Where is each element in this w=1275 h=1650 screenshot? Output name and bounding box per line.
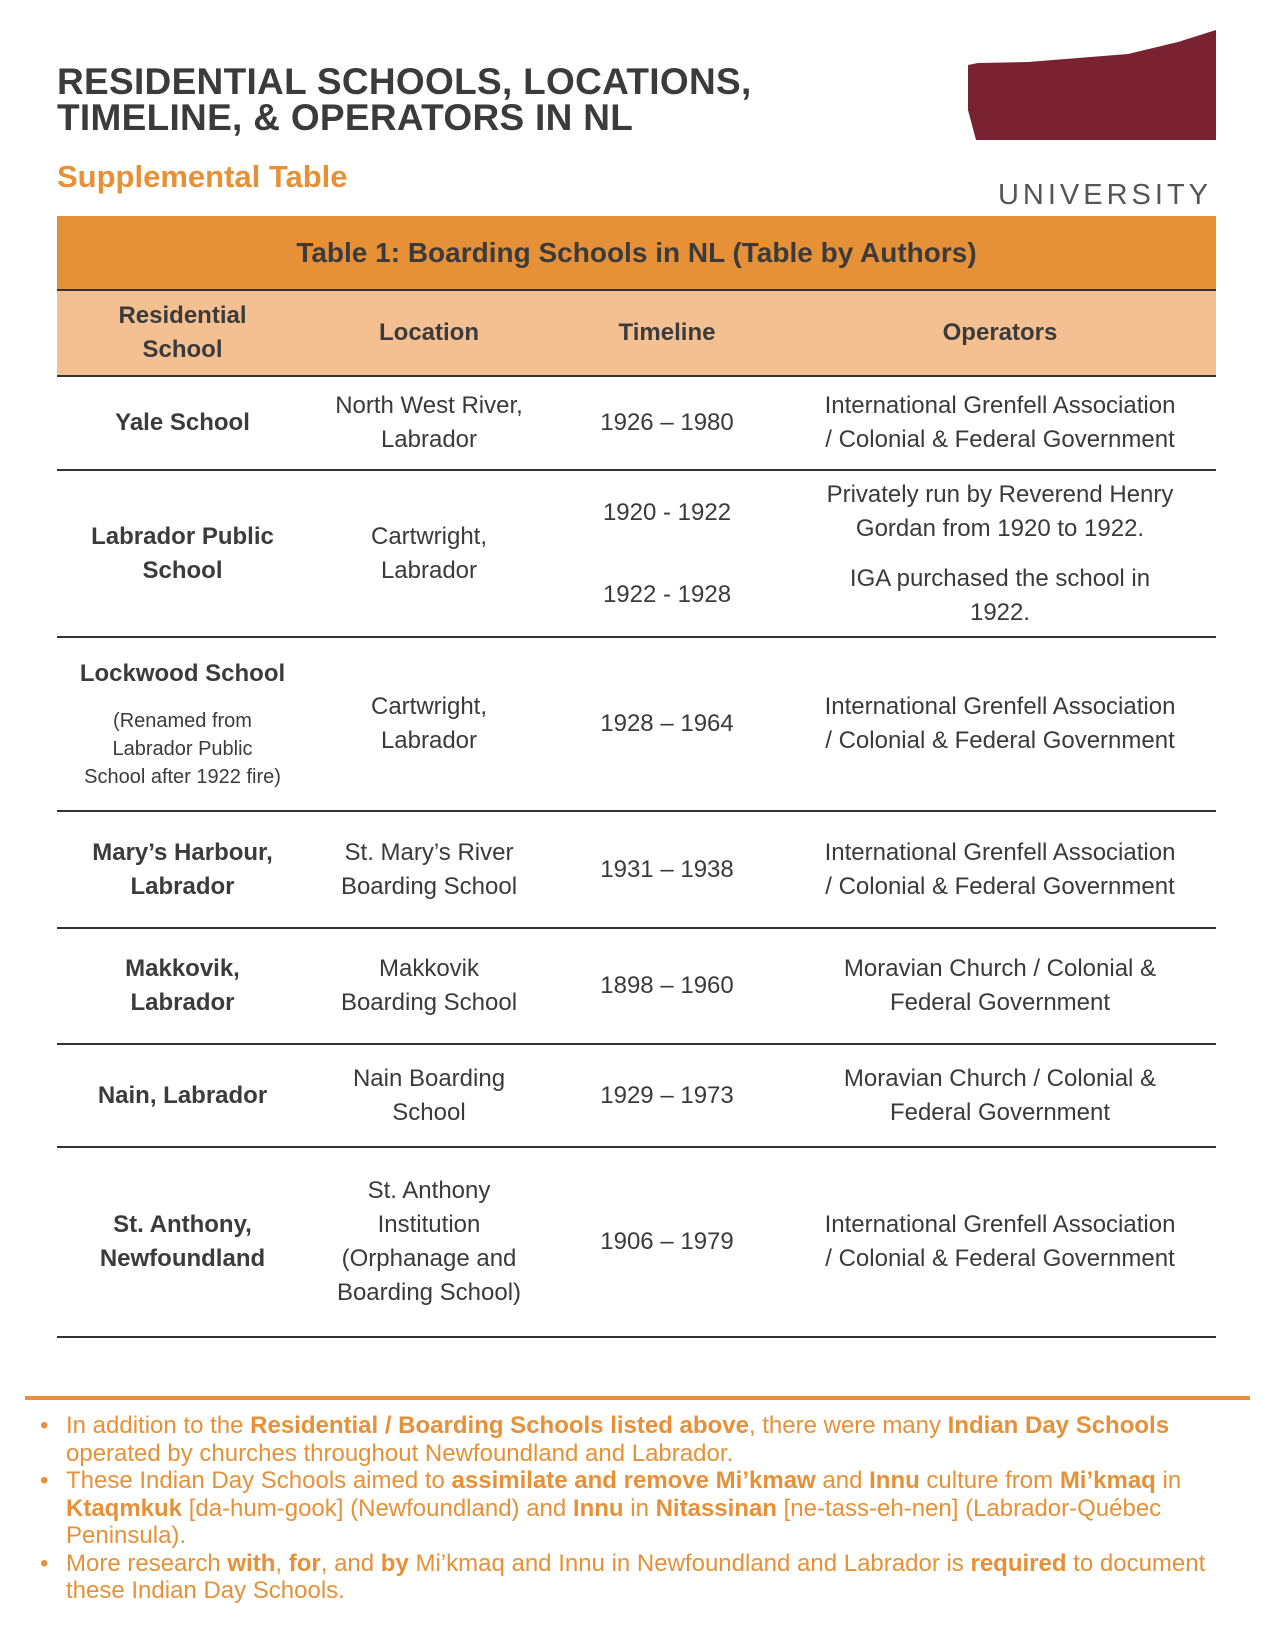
timeline-first: 1920 - 1922 bbox=[602, 498, 732, 526]
timeline-cell: 1906 – 1979 bbox=[600, 1228, 734, 1255]
note-item: • In addition to the Residential / Boarding Schools listed above, there were many Indian Day Schools operated by churches throughout Newfoundland and Labrador. bbox=[40, 1412, 1250, 1467]
school-cell: Yale School bbox=[115, 409, 250, 436]
table-row bbox=[57, 377, 1216, 471]
logo-word-memorial: MEMORIAL bbox=[1008, 145, 1212, 178]
location-cell: St. Anthony Institution (Orphanage and Boarding School) bbox=[336, 1177, 522, 1306]
timeline-cell: 1926 – 1980 bbox=[600, 409, 734, 436]
title-line-2: TIMELINE, & OPERATORS IN NL bbox=[57, 97, 634, 138]
location-cell: North West River, Labrador bbox=[335, 392, 523, 453]
header-operators: Operators bbox=[942, 319, 1058, 346]
operators-cell: International Grenfell Association / Colonial & Federal Government bbox=[824, 1211, 1176, 1272]
table-row bbox=[57, 1045, 1216, 1148]
table-header-row bbox=[57, 291, 1216, 377]
school-cell: Makkovik, Labrador bbox=[125, 955, 240, 1016]
notes-list bbox=[40, 1412, 1250, 1605]
page-title bbox=[57, 61, 877, 138]
operators-cell: International Grenfell Association / Colonial & Federal Government bbox=[824, 838, 1176, 900]
location-cell: St. Mary’s River Boarding School bbox=[340, 838, 518, 900]
school-note: (Renamed from Labrador Public School after 1922 fire) bbox=[84, 710, 281, 788]
school-cell: Mary’s Harbour, Labrador bbox=[92, 838, 273, 900]
timeline-second: 1922 - 1928 bbox=[602, 580, 732, 608]
header-residential-school: Residential School bbox=[118, 302, 247, 363]
timeline-cell: 1928 – 1964 bbox=[600, 710, 734, 737]
timeline-cell: 1929 – 1973 bbox=[600, 1081, 734, 1109]
school-cell: Lockwood School (Renamed from Labrador Public School after 1922 fire) bbox=[57, 638, 308, 810]
timeline-cell bbox=[550, 471, 784, 636]
timeline-cell: 1898 – 1960 bbox=[600, 972, 734, 999]
header-location: Location bbox=[379, 319, 479, 346]
school-cell: Nain, Labrador bbox=[97, 1081, 268, 1109]
header-timeline: Timeline bbox=[618, 319, 716, 346]
school-cell: St. Anthony, Newfoundland bbox=[99, 1211, 266, 1272]
school-cell: Labrador Public School bbox=[91, 522, 274, 584]
operators-cell: Moravian Church / Colonial & Federal Government bbox=[843, 955, 1157, 1016]
location-cell: Nain Boarding School bbox=[352, 1064, 506, 1126]
logo-shape-icon bbox=[968, 30, 1216, 150]
table-row bbox=[57, 638, 1216, 812]
operators-cell: International Grenfell Association / Colonial & Federal Government bbox=[824, 693, 1176, 754]
timeline-cell: 1931 – 1938 bbox=[600, 855, 734, 883]
page-subtitle: Supplemental Table bbox=[57, 159, 348, 194]
boarding-schools-table bbox=[57, 216, 1216, 1338]
operators-cell: International Grenfell Association / Colonial & Federal Government bbox=[824, 392, 1176, 453]
table-row bbox=[57, 812, 1216, 929]
note-item: • More research with, for, and by Mi’kmaq and Innu in Newfoundland and Labrador is required to document these Indian Day Schools. bbox=[40, 1550, 1250, 1605]
operators-cell: Privately run by Reverend Henry Gordan from 1920 to 1922. IGA purchased the school in 1922. bbox=[826, 480, 1174, 626]
table-caption: Table 1: Boarding Schools in NL (Table by Authors) bbox=[57, 216, 1216, 291]
note-item: • These Indian Day Schools aimed to assimilate and remove Mi’kmaw and Innu culture from Mi’kmaq in Ktaqmkuk [da-hum-gook] (Newfoundland) and Innu in Nitassinan [ne-tass-eh-nen] (Labrador-Québec Peninsula). bbox=[40, 1467, 1250, 1550]
table-row bbox=[57, 929, 1216, 1045]
section-divider bbox=[25, 1396, 1250, 1400]
table-row bbox=[57, 471, 1216, 638]
operators-cell: Moravian Church / Colonial & Federal Government bbox=[843, 1064, 1157, 1126]
location-cell: Cartwright, Labrador bbox=[370, 693, 488, 754]
memorial-university-logo bbox=[968, 30, 1216, 211]
location-cell: Makkovik Boarding School bbox=[340, 955, 518, 1016]
title-line-1: RESIDENTIAL SCHOOLS, LOCATIONS, bbox=[57, 61, 752, 102]
location-cell: Cartwright, Labrador bbox=[370, 522, 488, 584]
table-row bbox=[57, 1148, 1216, 1338]
logo-word-university: UNIVERSITY bbox=[997, 179, 1212, 211]
